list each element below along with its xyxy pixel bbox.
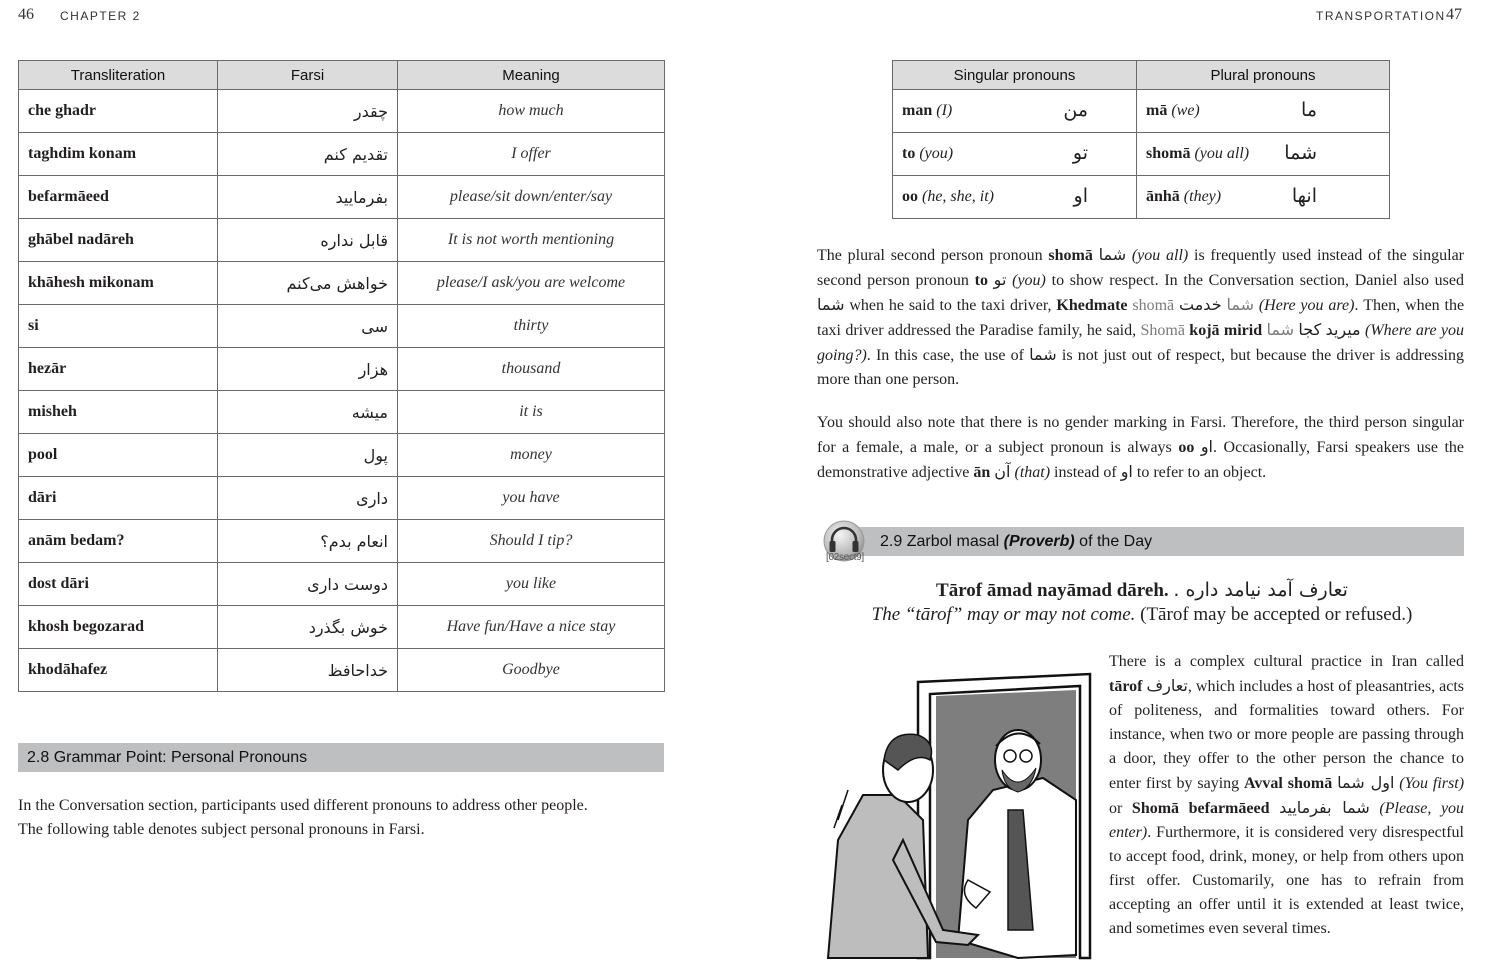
text-run: . Occasionally, Farsi speakers use the demonstrative adjective	[817, 439, 1465, 481]
proverb-block	[812, 578, 1472, 627]
table-row	[19, 90, 665, 133]
pronoun-word: mā	[1146, 102, 1168, 119]
header-transliteration: Transliteration	[19, 61, 218, 90]
farsi-term: شما	[817, 295, 845, 314]
plural-cell	[1137, 90, 1390, 133]
plural-cell	[1137, 176, 1390, 219]
bold-term: oo	[1178, 439, 1195, 456]
table-row	[19, 563, 665, 606]
farsi-cell: خداحافظ	[218, 649, 398, 692]
header-farsi: Farsi	[218, 61, 398, 90]
italic-gloss: (Please, you enter)	[1109, 800, 1465, 841]
bold-term: Shomā befarmāeed	[1131, 800, 1270, 817]
pronoun-farsi: انها	[1291, 184, 1317, 207]
pronoun-gloss: (you all)	[1194, 145, 1250, 162]
pronoun-word: oo	[902, 188, 918, 205]
italic-gloss: (you all)	[1131, 247, 1189, 264]
farsi-cell: خوش بگذرد	[218, 606, 398, 649]
farsi-cell: سی	[218, 305, 398, 348]
section-2-8-title: 2.8 Grammar Point: Personal Pronouns	[27, 748, 308, 766]
farsi-cell: پول	[218, 434, 398, 477]
meaning-cell: it is	[398, 391, 665, 434]
farsi-term: میرید	[1325, 320, 1361, 339]
meaning-cell: thousand	[398, 348, 665, 391]
pronoun-farsi: تو	[1072, 141, 1088, 164]
bold-term: ān	[973, 464, 991, 481]
pronoun-word: shomā	[1146, 145, 1191, 162]
proverb-transliteration: Tārof āmad nayāmad dāreh.	[936, 580, 1169, 601]
bold-term: Khedmate	[1056, 297, 1128, 314]
farsi-term: شما	[1098, 245, 1127, 264]
meaning-cell: Should I tip?	[398, 520, 665, 563]
translit-cell: khodāhafez	[19, 649, 218, 692]
translit-cell: si	[19, 305, 218, 348]
farsi-term: تو	[993, 270, 1007, 289]
translit-cell: dost dāri	[19, 563, 218, 606]
proverb-farsi: تعارف آمد نیامد داره .	[1173, 579, 1348, 601]
table-row	[19, 176, 665, 219]
farsi-cell: بفرمایید	[218, 176, 398, 219]
italic-gloss: (You first)	[1399, 775, 1465, 792]
section-2-8-line-2: The following table denotes subject personal pronouns in Farsi.	[18, 821, 425, 838]
tarof-paragraph	[1109, 650, 1464, 941]
farsi-term: اول شما	[1337, 773, 1395, 792]
farsi-term: شما	[1226, 295, 1254, 314]
farsi-cell: انعام بدم؟	[218, 520, 398, 563]
text-run: when he said to the taxi driver,	[844, 297, 1057, 314]
pronoun-word: ānhā	[1146, 188, 1180, 205]
table-row	[19, 520, 665, 563]
text-run: is frequently used instead of the singular second person pronoun	[817, 247, 1464, 289]
grey-term: shomā	[1132, 297, 1175, 314]
proverb-translation-italic: The “tārof” may or may not come.	[871, 604, 1136, 625]
farsi-cell: تقدیم کنم	[218, 133, 398, 176]
pronoun-gloss: (they)	[1183, 188, 1222, 205]
italic-gloss: (you)	[1012, 272, 1046, 289]
translit-cell: khosh begozarad	[19, 606, 218, 649]
farsi-term: کجا	[1298, 320, 1322, 339]
right-running-head: TRANSPORTATION	[1316, 9, 1446, 23]
table-row	[19, 391, 665, 434]
farsi-cell: قابل نداره	[218, 219, 398, 262]
header-singular: Singular pronouns	[893, 61, 1137, 90]
pronoun-gloss: (I)	[936, 102, 953, 119]
left-running-head: CHAPTER 2	[60, 9, 141, 23]
farsi-term: او	[1200, 437, 1213, 456]
section-2-8-body	[18, 794, 678, 842]
italic-gloss: (that)	[1014, 464, 1051, 481]
farsi-cell: هزار	[218, 348, 398, 391]
table-row	[893, 90, 1390, 133]
farsi-term: شما بفرمایید	[1279, 798, 1370, 817]
header-plural: Plural pronouns	[1137, 61, 1390, 90]
bold-term: kojā mirid	[1189, 322, 1263, 339]
proverb-translation-plain: (Tārof may be accepted or refused.)	[1135, 604, 1413, 625]
translit-cell: che ghadr	[19, 90, 218, 133]
text-run: . Then, when the taxi driver addressed the Paradise family, he said,	[817, 297, 1465, 339]
pronoun-gloss: (you)	[919, 145, 954, 162]
header-meaning: Meaning	[398, 61, 665, 90]
pronoun-gloss: (he, she, it)	[922, 188, 994, 205]
meaning-cell: how much	[398, 90, 665, 133]
audio-track-label: [02sect9]	[826, 552, 864, 563]
meaning-cell: you like	[398, 563, 665, 606]
translit-cell: anām bedam?	[19, 520, 218, 563]
text-run: . In this case, the use of	[866, 347, 1030, 364]
bold-term: to	[974, 272, 988, 289]
table-row	[19, 305, 665, 348]
pronoun-farsi: ما	[1301, 98, 1317, 121]
text-run: to refer to an object.	[1132, 464, 1267, 481]
meaning-cell: money	[398, 434, 665, 477]
translit-cell: misheh	[19, 391, 218, 434]
section-2-8-line-1: In the Conversation section, participants used different pronouns to address other people.	[18, 797, 588, 814]
meaning-cell: please/sit down/enter/say	[398, 176, 665, 219]
farsi-term: شما	[1029, 345, 1057, 364]
farsi-term: او	[1120, 462, 1133, 481]
farsi-term: شما	[1266, 320, 1294, 339]
section-2-9-title	[880, 533, 1152, 551]
italic-gloss: (Here you are)	[1258, 297, 1355, 314]
gender-marking-paragraph	[817, 411, 1464, 485]
bold-term: Avval shomā	[1244, 775, 1333, 792]
translit-cell: befarmāeed	[19, 176, 218, 219]
pronoun-farsi: او	[1073, 184, 1088, 207]
italic-gloss: (Where are you going?)	[817, 322, 1465, 364]
pronoun-word: to	[902, 145, 916, 162]
section-2-9-heading	[850, 527, 1464, 556]
proverb-line	[812, 578, 1472, 603]
pronoun-header-row	[893, 61, 1390, 90]
section-2-9-emphasis: (Proverb)	[1003, 532, 1075, 550]
pronoun-table	[892, 60, 1390, 219]
farsi-term: خدمت	[1179, 295, 1222, 314]
left-page-number: 46	[18, 6, 34, 23]
doorway-illustration-image	[818, 660, 1098, 960]
right-page-number: 47	[1446, 6, 1462, 23]
text-run: You should also note that there is no gender marking in Farsi. Therefore, the third person singular for a female, a male, or a subject pronoun is always	[817, 414, 1464, 456]
translit-cell: dāri	[19, 477, 218, 520]
pronoun-farsi: من	[1063, 98, 1088, 121]
pronoun-farsi: شما	[1284, 141, 1317, 164]
table-row	[893, 133, 1390, 176]
meaning-cell: thirty	[398, 305, 665, 348]
farsi-term: آن	[994, 462, 1011, 481]
text-run: There is a complex cultural practice in Iran called	[1109, 653, 1464, 670]
translit-cell: taghdim konam	[19, 133, 218, 176]
vocabulary-header-row	[19, 61, 665, 90]
meaning-cell: you have	[398, 477, 665, 520]
table-row	[19, 219, 665, 262]
tarof-doorway-illustration	[818, 660, 1098, 960]
meaning-cell: Have fun/Have a nice stay	[398, 606, 665, 649]
translit-cell: pool	[19, 434, 218, 477]
text-run: , which includes a host of pleasantries, acts of politeness, and formalities toward others. For instance, when two or more people are passing through a door, they offer to the other person the chance to enter first by saying	[1109, 678, 1464, 792]
translit-cell: khāhesh mikonam	[19, 262, 218, 305]
table-row	[19, 133, 665, 176]
text-run: instead of	[1050, 464, 1121, 481]
section-2-9-title-tail: of the Day	[1074, 532, 1153, 550]
table-row	[19, 434, 665, 477]
meaning-cell: I offer	[398, 133, 665, 176]
table-row	[19, 262, 665, 305]
section-2-8-heading	[18, 743, 664, 772]
text-run: or	[1109, 800, 1132, 817]
table-row	[19, 649, 665, 692]
table-row	[19, 348, 665, 391]
singular-cell	[893, 90, 1137, 133]
bold-term: tārof	[1109, 678, 1143, 695]
proverb-translation	[812, 603, 1472, 627]
singular-cell	[893, 176, 1137, 219]
text-run: The plural second person pronoun	[817, 247, 1049, 264]
text-run: to show respect. In the Conversation section, Daniel also used	[1045, 272, 1464, 289]
translit-cell: ghābel nadāreh	[19, 219, 218, 262]
farsi-cell: دوست داری	[218, 563, 398, 606]
text-run: is not just out of respect, but because the driver is addressing more than one person.	[817, 347, 1464, 388]
meaning-cell: It is not worth mentioning	[398, 219, 665, 262]
grey-term: Shomā	[1140, 322, 1185, 339]
farsi-cell: خواهش می‌کنم	[218, 262, 398, 305]
bold-term: shomā	[1048, 247, 1093, 264]
meaning-cell: Goodbye	[398, 649, 665, 692]
text-run: . Furthermore, it is considered very disrespectful to accept food, drink, money, or help from others upon first offer. Customarily, one has to refrain from accepting an offer until it is extended at least twice, and sometimes even several times.	[1109, 824, 1464, 937]
audio-track-button[interactable]	[820, 520, 872, 566]
table-row	[19, 606, 665, 649]
farsi-cell: میشه	[218, 391, 398, 434]
plural-cell	[1137, 133, 1390, 176]
table-row	[893, 176, 1390, 219]
table-row	[19, 477, 665, 520]
section-2-9-title-text: 2.9 Zarbol masal	[880, 532, 1004, 550]
singular-cell	[893, 133, 1137, 176]
farsi-cell: چقدر	[218, 90, 398, 133]
translit-cell: hezār	[19, 348, 218, 391]
farsi-term: تعارف	[1146, 676, 1188, 695]
vocabulary-table	[18, 60, 665, 692]
meaning-cell: please/I ask/you are welcome	[398, 262, 665, 305]
pronoun-respect-paragraph	[817, 243, 1464, 392]
farsi-cell: داری	[218, 477, 398, 520]
pronoun-word: man	[902, 102, 933, 119]
pronoun-gloss: (we)	[1171, 102, 1200, 119]
